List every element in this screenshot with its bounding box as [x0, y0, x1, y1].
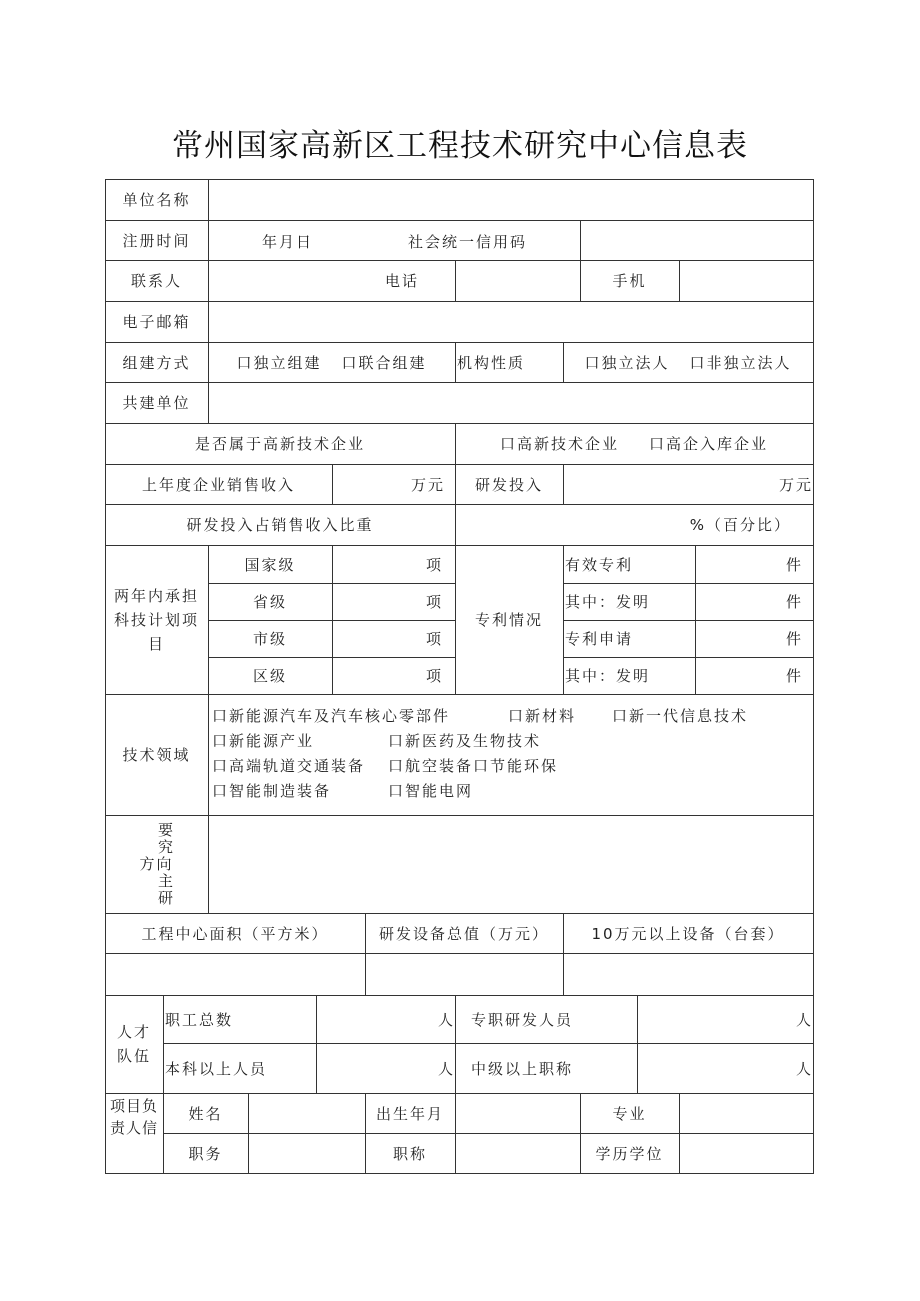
- checkbox-aviation-eco[interactable]: 口航空装备口节能环保: [388, 757, 559, 775]
- field-area[interactable]: [105, 953, 366, 996]
- label-position: 职务: [163, 1133, 249, 1174]
- checkbox-hightech-reserve[interactable]: 口高企入库企业: [649, 435, 769, 453]
- field-equip-10[interactable]: [563, 953, 814, 996]
- checkbox-joint-build[interactable]: 口联合组建: [341, 353, 427, 372]
- label-tech-field: 技术领域: [105, 694, 209, 816]
- label-rd-staff: 专职研发人员: [455, 995, 638, 1044]
- org-nature-options: [563, 342, 814, 383]
- checkbox-next-gen-it[interactable]: 口新一代信息技术: [612, 707, 749, 725]
- label-level-city: 市级: [208, 620, 333, 658]
- label-job-title: 职称: [365, 1133, 456, 1174]
- field-staff-total[interactable]: 人: [316, 995, 456, 1044]
- label-char: 主: [157, 871, 175, 890]
- label-hightech: 是否属于高新技术企业: [105, 423, 456, 465]
- field-phone[interactable]: [455, 260, 581, 302]
- field-level-provincial[interactable]: 项: [332, 583, 456, 621]
- page-title: 常州国家高新区工程技术研究中心信息表: [172, 128, 748, 164]
- field-sales[interactable]: 万元: [332, 464, 456, 505]
- label-bachelor: 本科以上人员: [163, 1043, 317, 1094]
- checkbox-hightech-enterprise[interactable]: 口高新技术企业: [499, 435, 619, 453]
- label-leader: 项目负责人信: [105, 1093, 164, 1174]
- label-research-direction: [105, 815, 209, 914]
- checkbox-rail[interactable]: 口高端轨道交通装备: [212, 757, 366, 775]
- field-bachelor[interactable]: 人: [316, 1043, 456, 1094]
- tech-field-options: [208, 694, 814, 816]
- label-rd-ratio: 研发投入占销售收入比重: [105, 504, 456, 546]
- field-valid-patents[interactable]: 件: [695, 545, 814, 584]
- label-equip-10: 10万元以上设备（台套）: [563, 913, 814, 954]
- checkbox-nev[interactable]: 口新能源汽车及汽车核心零部件: [212, 707, 451, 725]
- checkbox-biomed[interactable]: 口新医药及生物技术: [388, 732, 542, 750]
- label-area: 工程中心面积（平方米）: [105, 913, 366, 954]
- field-job-title[interactable]: [455, 1133, 581, 1174]
- label-credit-code: 社会统一信用码: [408, 233, 528, 251]
- label-name: 姓名: [163, 1093, 249, 1134]
- label-level-national: 国家级: [208, 545, 333, 584]
- label-mobile: 手机: [580, 260, 680, 302]
- label-rd-input: 研发投入: [455, 464, 564, 505]
- label-major: 专业: [580, 1093, 680, 1134]
- field-application-inventions[interactable]: 件: [695, 657, 814, 695]
- label-equip-total: 研发设备总值（万元）: [365, 913, 564, 954]
- label-sales: 上年度企业销售收入: [105, 464, 333, 505]
- field-rd-staff[interactable]: 人: [637, 995, 814, 1044]
- hightech-options: [455, 423, 814, 465]
- label-valid-inventions: 其中：发明: [563, 583, 696, 621]
- field-mobile[interactable]: [679, 260, 814, 302]
- label-degree: 学历学位: [580, 1133, 680, 1174]
- label-level-district: 区级: [208, 657, 333, 695]
- label-staff-total: 职工总数: [163, 995, 317, 1044]
- label-co-builder: 共建单位: [105, 382, 209, 424]
- field-reg-time[interactable]: [208, 220, 581, 261]
- field-rd-input[interactable]: 万元: [563, 464, 814, 505]
- label-talent: 人才队伍: [105, 995, 164, 1094]
- checkbox-new-materials[interactable]: 口新材料: [508, 707, 577, 725]
- label-level-provincial: 省级: [208, 583, 333, 621]
- field-birth[interactable]: [455, 1093, 581, 1134]
- field-mid-title[interactable]: 人: [637, 1043, 814, 1094]
- field-level-city[interactable]: 项: [332, 620, 456, 658]
- field-patent-applications[interactable]: 件: [695, 620, 814, 658]
- build-mode-options: [208, 342, 456, 383]
- label-mid-title: 中级以上职称: [455, 1043, 638, 1094]
- label-unit-name: 单位名称: [105, 179, 209, 221]
- field-level-national[interactable]: 项: [332, 545, 456, 584]
- field-position[interactable]: [248, 1133, 366, 1174]
- label-build-mode: 组建方式: [105, 342, 209, 383]
- field-rd-ratio[interactable]: %（百分比）: [455, 504, 814, 546]
- field-unit-name[interactable]: [208, 179, 814, 221]
- label-phone: 电话: [208, 260, 456, 302]
- label-application-inventions: 其中：发明: [563, 657, 696, 695]
- label-char: 要: [157, 820, 175, 839]
- field-major[interactable]: [679, 1093, 814, 1134]
- label-patent-applications: 专利申请: [563, 620, 696, 658]
- label-projects: 两年内承担科技计划项目: [105, 545, 209, 695]
- checkbox-new-energy[interactable]: 口新能源产业: [212, 732, 315, 750]
- checkbox-independent-build[interactable]: 口独立组建: [236, 353, 322, 372]
- field-equip-total[interactable]: [365, 953, 564, 996]
- field-credit-code[interactable]: [580, 220, 814, 261]
- label-org-nature: 机构性质: [455, 342, 564, 383]
- label-patents: 专利情况: [455, 545, 564, 695]
- field-degree[interactable]: [679, 1133, 814, 1174]
- field-valid-inventions[interactable]: 件: [695, 583, 814, 621]
- field-co-builder[interactable]: [208, 382, 814, 424]
- field-email[interactable]: [208, 301, 814, 343]
- label-birth: 出生年月: [365, 1093, 456, 1134]
- checkbox-non-independent-legal[interactable]: 口非独立法人: [689, 353, 792, 372]
- label-char: 方向: [139, 854, 174, 873]
- field-name[interactable]: [248, 1093, 366, 1134]
- label-char: 究: [157, 837, 175, 856]
- label-email: 电子邮箱: [105, 301, 209, 343]
- label-contact: 联系人: [105, 260, 209, 302]
- label-valid-patents: 有效专利: [563, 545, 696, 584]
- field-level-district[interactable]: 项: [332, 657, 456, 695]
- field-research-direction[interactable]: [208, 815, 814, 914]
- label-reg-time: 注册时间: [105, 220, 209, 261]
- label-char: 研: [157, 888, 175, 907]
- checkbox-smart-mfg[interactable]: 口智能制造装备: [212, 782, 332, 800]
- date-format: 年月日: [262, 233, 314, 251]
- checkbox-independent-legal[interactable]: 口独立法人: [584, 353, 670, 372]
- checkbox-smart-grid[interactable]: 口智能电网: [388, 782, 474, 800]
